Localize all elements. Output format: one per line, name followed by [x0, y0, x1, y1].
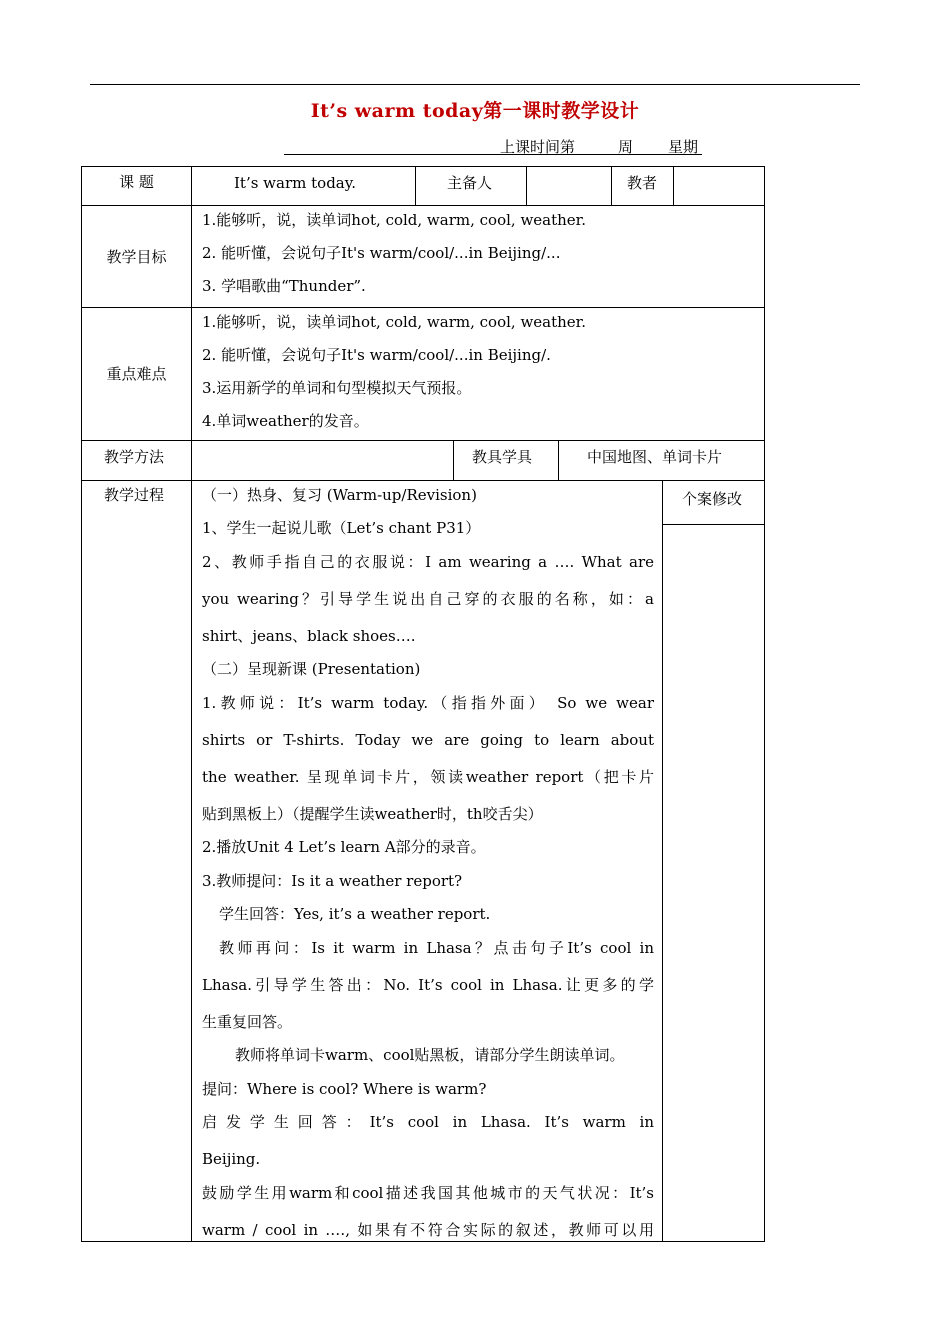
- host-label-cell: [415, 166, 527, 206]
- process-line: 2、教师手指自己的衣服说：I am wearing a …. What are: [202, 553, 654, 571]
- process-line: （一）热身、复习 (Warm-up/Revision): [202, 486, 477, 504]
- topic-value-cell: [191, 166, 416, 206]
- objective-item: 2. 能听懂，会说句子It's warm/cool/...in Beijing/...: [202, 244, 561, 262]
- process-line: 教师将单词卡warm、cool贴黑板，请部分学生朗读单词。: [235, 1046, 625, 1064]
- tools-label-cell: [453, 440, 559, 481]
- objectives-label: 教学目标: [106, 247, 167, 266]
- objective-item: 3. 学唱歌曲“Thunder”.: [202, 277, 366, 295]
- revision-label: 个案修改: [682, 490, 743, 508]
- schedule-weekday: 星期: [668, 138, 699, 156]
- process-line: warm / cool in .…, 如果有不符合实际的叙述，教师可以用: [202, 1221, 654, 1239]
- revision-label-cell: [662, 480, 765, 525]
- host-label: 主备人: [447, 174, 493, 192]
- process-line: shirts or T-shirts. Today we are going to learn about: [202, 731, 654, 749]
- teacher-label-cell: [611, 166, 674, 206]
- process-label-cell: [81, 480, 192, 1242]
- revision-notes-cell: [662, 524, 765, 1242]
- process-line: 贴到黑板上）（提醒学生读weather时，th咬舌尖）: [202, 805, 543, 823]
- teacher-value-cell: [673, 166, 765, 206]
- tools-value-cell: [558, 440, 765, 481]
- schedule-week: 周: [618, 138, 634, 156]
- objective-item: 1.能够听，说，读单词hot, cold, warm, cool, weather.: [202, 211, 586, 229]
- keypoint-item: 2. 能听懂，会说句子It's warm/cool/...in Beijing/.: [202, 346, 551, 364]
- process-line: 提问：Where is cool? Where is warm?: [202, 1080, 487, 1098]
- tools-label: 教具学具: [472, 448, 533, 466]
- process-line: 教师再问：Is it warm in Lhasa？点击句子It’s cool in: [219, 939, 654, 957]
- keypoints-content-cell: [191, 307, 765, 441]
- keypoint-item: 3.运用新学的单词和句型模拟天气预报。: [202, 379, 472, 397]
- process-line: 1.教师说：It’s warm today.（指指外面） So we wear: [202, 694, 654, 712]
- objectives-label-cell: [81, 205, 192, 308]
- process-line: 3.教师提问：Is it a weather report?: [202, 872, 463, 890]
- method-label-cell: [81, 440, 192, 481]
- keypoint-item: 4.单词weather的发音。: [202, 412, 369, 430]
- process-line: 学生回答：Yes, it’s a weather report.: [219, 905, 491, 923]
- schedule-line: [284, 136, 702, 155]
- process-line: shirt、jeans、black shoes….: [202, 627, 416, 645]
- topic-value: It’s warm today.: [234, 174, 356, 192]
- process-content-cell: [191, 480, 663, 1242]
- process-line: 生重复回答。: [202, 1013, 293, 1031]
- tools-value: 中国地图、单词卡片: [587, 448, 723, 466]
- objectives-content-cell: [191, 205, 765, 308]
- process-line: the weather. 呈现单词卡片，领读weather report（把卡片: [202, 768, 654, 786]
- topic-label-cell: [81, 166, 192, 206]
- keypoints-label-cell: [81, 307, 192, 441]
- document-title: It’s warm today第一课时教学设计: [310, 100, 640, 122]
- host-value-cell: [526, 166, 612, 206]
- topic-label: 课 题: [119, 173, 154, 191]
- method-value-cell: [191, 440, 454, 481]
- process-line: Lhasa.引导学生答出：No. It’s cool in Lhasa.让更多的学: [202, 976, 654, 994]
- schedule-label: 上课时间第: [500, 138, 576, 156]
- process-line: 鼓励学生用warm和cool描述我国其他城市的天气状况：It’s: [202, 1184, 654, 1202]
- process-line: 2.播放Unit 4 Let’s learn A部分的录音。: [202, 838, 486, 856]
- process-line: Beijing.: [202, 1150, 261, 1168]
- method-label: 教学方法: [104, 448, 165, 466]
- teacher-label: 教者: [627, 174, 658, 192]
- keypoint-item: 1.能够听，说，读单词hot, cold, warm, cool, weather.: [202, 313, 586, 331]
- process-line: you wearing？引导学生说出自己穿的衣服的名称，如：a: [202, 590, 654, 608]
- process-line: 启发学生回答：It’s cool in Lhasa. It’s warm in: [202, 1113, 654, 1131]
- process-label: 教学过程: [104, 486, 165, 504]
- keypoints-label: 重点难点: [106, 365, 167, 383]
- process-line: 1、学生一起说儿歌（Let’s chant P31）: [202, 519, 481, 537]
- process-line: （二）呈现新课 (Presentation): [202, 660, 421, 678]
- header-rule: [90, 84, 860, 85]
